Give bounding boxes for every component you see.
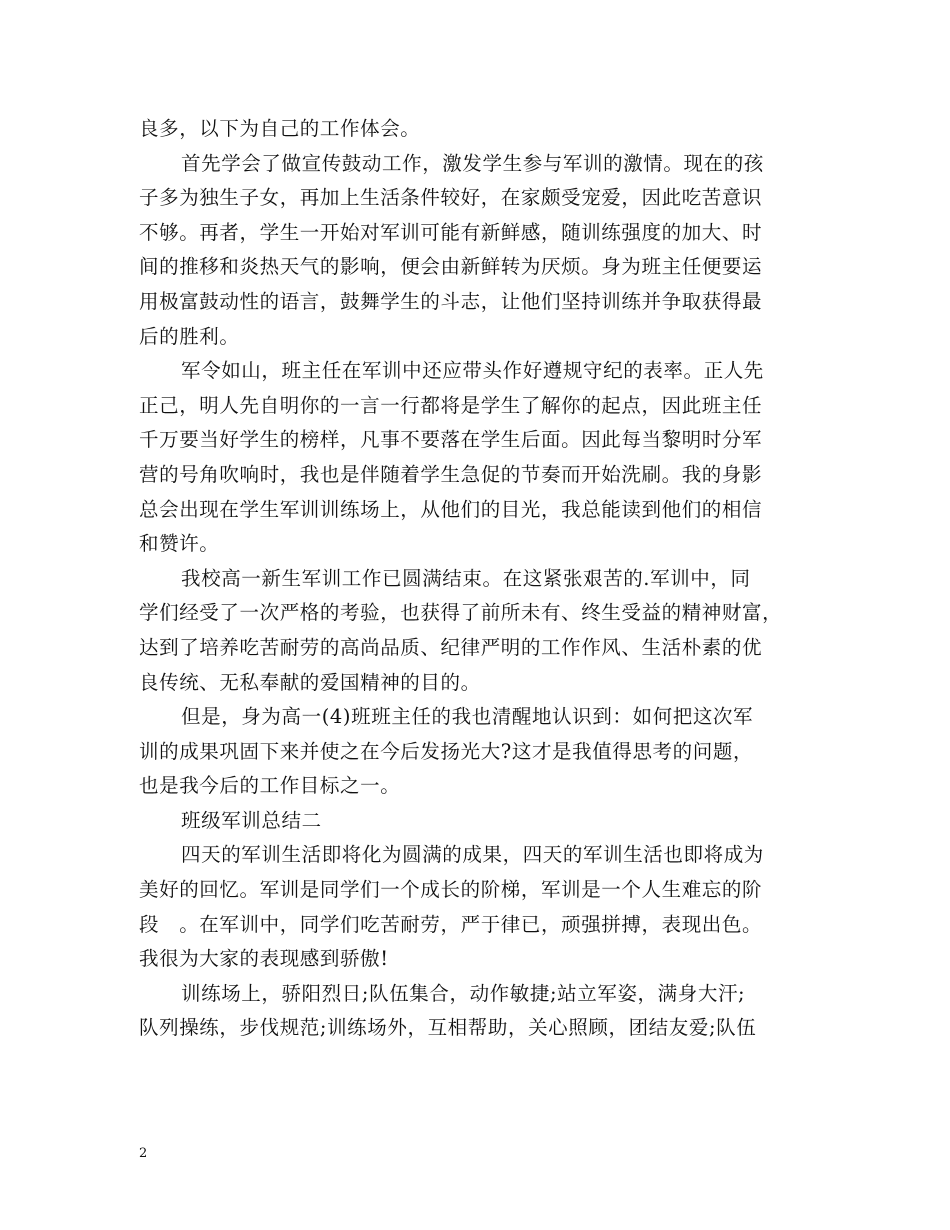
text-line: 我校高一新生军训工作已圆满结束。在这紧张艰苦的.军训中，同 (181, 566, 751, 590)
text-line: 总会出现在学生军训训练场上，从他们的目光，我总能读到他们的相信 (139, 497, 763, 521)
text-line: 训练场上，骄阳烈日;队伍集合，动作敏捷;站立军姿，满身大汗; (181, 981, 746, 1005)
text-line: 段 。在军训中，同学们吃苦耐劳，严于律已，顽强拼搏，表现出色。 (139, 912, 763, 936)
text-line: 我很为大家的表现感到骄傲! (139, 947, 389, 971)
text-line: 子多为独生子女，再加上生活条件较好，在家颇受宠爱，因此吃苦意识 (139, 186, 763, 210)
text-line: 队列操练，步伐规范;训练场外，互相帮助，关心照顾，团结友爱;队伍 (139, 1016, 757, 1040)
text-line: 用极富鼓动性的语言，鼓舞学生的斗志，让他们坚持训练并争取获得最 (139, 289, 763, 313)
text-line: 达到了培养吃苦耐劳的高尚品质、纪律严明的工作作风、生活朴素的优 (139, 635, 763, 659)
text-line: 良传统、无私奉献的爱国精神的目的。 (139, 670, 481, 694)
text-line: 间的推移和炎热天气的影响，便会由新鲜转为厌烦。身为班主任便要运 (139, 255, 763, 279)
text-line: 正己，明人先自明你的一言一行都将是学生了解你的起点，因此班主任 (139, 393, 763, 417)
text-line: 良多，以下为自己的工作体会。 (139, 117, 421, 140)
text-line: 训的成果巩固下来并使之在今后发扬光大?这才是我值得思考的问题， (139, 739, 754, 763)
text-line: 千万要当好学生的榜样，凡事不要落在学生后面。因此每当黎明时分军 (139, 428, 763, 452)
text-line: 营的号角吹响时，我也是伴随着学生急促的节奏而开始洗刷。我的身影 (139, 462, 763, 486)
text-line: 也是我今后的工作目标之一。 (139, 774, 401, 798)
text-line: 不够。再者，学生一开始对军训可能有新鲜感，随训练强度的加大、时 (139, 220, 763, 244)
text-line: 军令如山，班主任在军训中还应带头作好遵规守纪的表率。正人先 (181, 359, 764, 383)
text-line: 美好的回忆。军训是同学们一个成长的阶梯，军训是一个人生难忘的阶 (139, 878, 763, 902)
text-line: 班级军训总结二 (181, 808, 322, 832)
text-line: 四天的军训生活即将化为圆满的成果，四天的军训生活也即将成为 (181, 843, 764, 867)
document-body (139, 112, 819, 1046)
text-line: 后的胜利。 (139, 324, 240, 348)
page-number: 2 (139, 1146, 148, 1161)
text-line: 和赞许。 (139, 532, 220, 556)
text-line: 首先学会了做宣传鼓动工作，激发学生参与军训的激情。现在的孩 (181, 151, 764, 175)
text-line: 但是，身为高一(4)班班主任的我也清醒地认识到：如何把这次军 (181, 705, 754, 729)
text-line: 学们经受了一次严格的考验，也获得了前所未有、终生受益的精神财富， (139, 601, 783, 625)
